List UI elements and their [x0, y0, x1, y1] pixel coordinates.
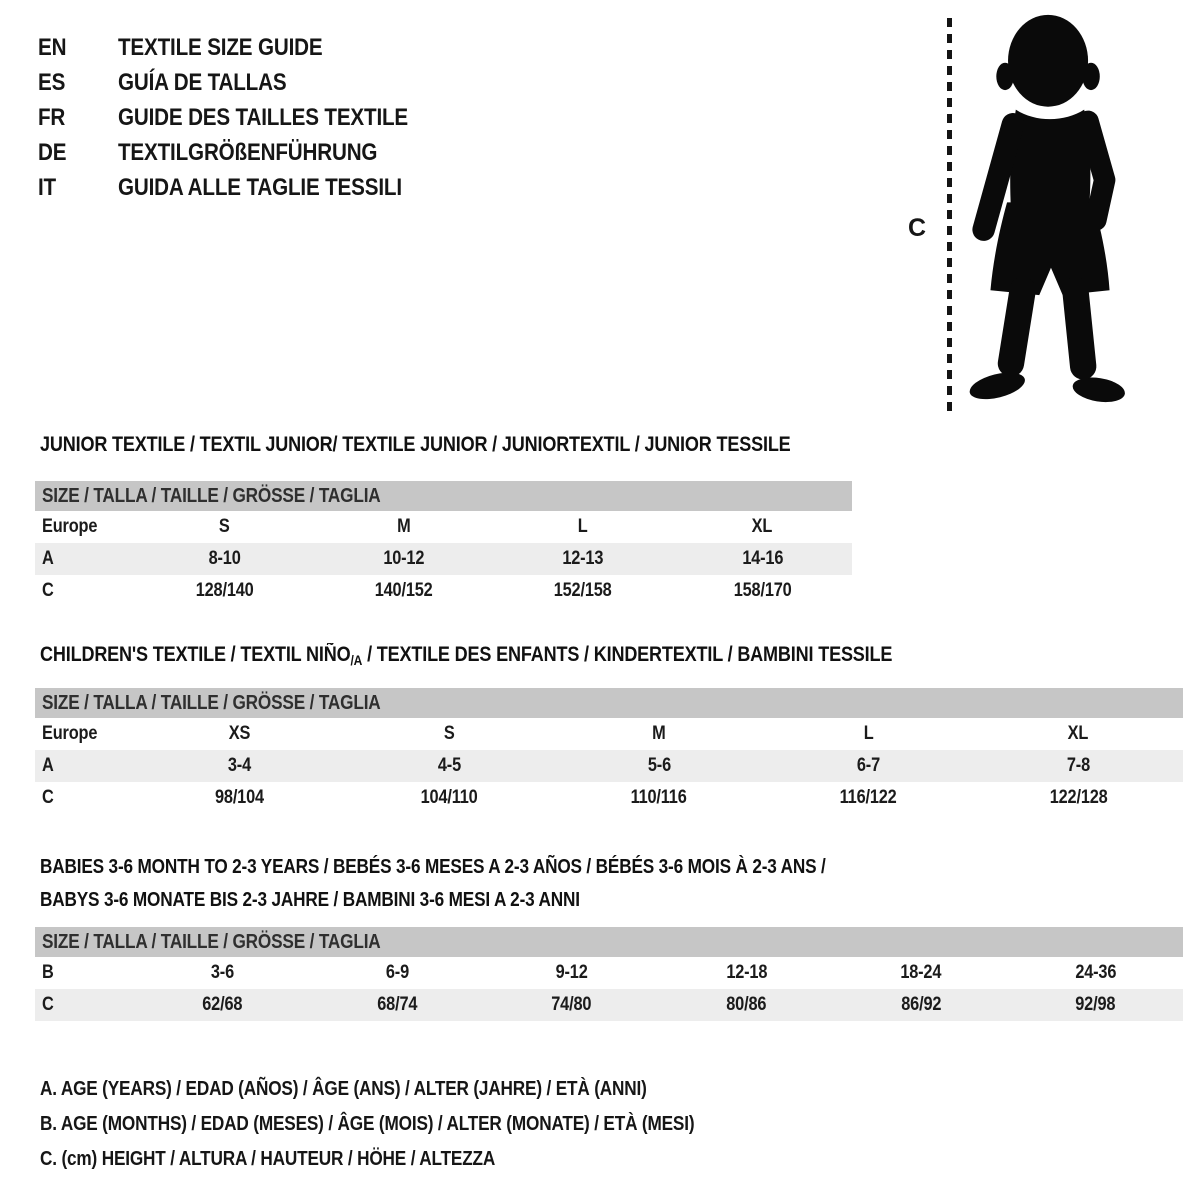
size-header-text: SIZE / TALLA / TAILLE / GRÖSSE / TAGLIA	[42, 930, 381, 953]
babies-section-title	[40, 851, 954, 917]
size-header-text: SIZE / TALLA / TAILLE / GRÖSSE / TAGLIA	[42, 484, 381, 507]
table-cell: 128/140	[195, 580, 254, 601]
table-cell: S	[444, 723, 455, 744]
table-row-height	[35, 575, 852, 607]
size-header-bar	[35, 481, 852, 511]
row-label: C	[42, 787, 54, 808]
size-header-bar	[35, 927, 1183, 957]
legend-line-age-years: A. AGE (YEARS) / EDAD (AÑOS) / ÂGE (ANS) / ALTER (JAHRE) / ETÀ (ANNI)	[40, 1078, 647, 1100]
language-code: ES	[38, 68, 66, 96]
table-cell: 7-8	[1066, 755, 1090, 776]
babies-title-line1: BABIES 3-6 MONTH TO 2-3 YEARS / BEBÉS 3-6 MESES A 2-3 AÑOS / BÉBÉS 3-6 MOIS À 2-3 ANS /	[40, 856, 826, 878]
table-cell: 86/92	[901, 994, 942, 1015]
table-cell: L	[863, 723, 874, 744]
language-row-es	[38, 65, 455, 100]
row-label: Europe	[42, 516, 98, 537]
language-code: IT	[38, 173, 57, 201]
toddler-silhouette-icon	[960, 12, 1140, 422]
legend-line-height-cm: C. (cm) HEIGHT / ALTURA / HAUTEUR / HÖHE / ALTEZZA	[40, 1148, 496, 1170]
table-row-height	[35, 989, 1183, 1021]
table-cell: 158/170	[733, 580, 792, 601]
language-code: DE	[38, 138, 67, 166]
language-row-en	[38, 30, 455, 65]
table-cell: 5-6	[647, 755, 671, 776]
language-title-list	[38, 30, 455, 205]
table-cell: 14-16	[741, 548, 783, 569]
table-cell: 3-4	[228, 755, 252, 776]
table-cell: 62/68	[202, 994, 243, 1015]
table-cell: 9-12	[555, 962, 588, 983]
size-header-bar	[35, 688, 1183, 718]
table-row-europe	[35, 718, 1183, 750]
babies-size-table	[35, 927, 1183, 1021]
table-cell: 24-36	[1075, 962, 1117, 983]
table-cell: L	[578, 516, 589, 537]
table-cell: XS	[229, 723, 251, 744]
table-cell: 152/158	[554, 580, 613, 601]
row-label: B	[42, 962, 54, 983]
junior-section-title-text: JUNIOR TEXTILE / TEXTIL JUNIOR/ TEXTILE JUNIOR / JUNIORTEXTIL / JUNIOR TESSILE	[40, 433, 791, 456]
table-cell: 122/128	[1049, 787, 1108, 808]
table-cell: 98/104	[215, 787, 265, 808]
size-header-text: SIZE / TALLA / TAILLE / GRÖSSE / TAGLIA	[42, 691, 381, 714]
language-row-fr	[38, 100, 455, 135]
row-label: C	[42, 580, 54, 601]
table-cell: S	[219, 516, 230, 537]
language-title: GUIDE DES TAILLES TEXTILE	[118, 103, 409, 131]
babies-title-line2: BABYS 3-6 MONATE BIS 2-3 JAHRE / BAMBINI 3-6 MESI A 2-3 ANNI	[40, 889, 580, 911]
table-cell: 12-13	[562, 548, 604, 569]
language-code: EN	[38, 33, 67, 61]
figure-measure-label: C	[908, 214, 927, 242]
junior-section-title	[40, 433, 913, 457]
table-cell: 80/86	[726, 994, 767, 1015]
language-title: TEXTILGRÖßENFÜHRUNG	[118, 138, 378, 166]
children-size-table	[35, 688, 1183, 814]
height-measure-line	[947, 18, 952, 416]
table-cell: 18-24	[900, 962, 942, 983]
table-cell: 8-10	[208, 548, 241, 569]
language-row-it	[38, 170, 455, 205]
row-label: A	[42, 548, 54, 569]
row-label: A	[42, 755, 54, 776]
table-cell: 10-12	[383, 548, 425, 569]
language-title: GUIDA ALLE TAGLIE TESSILI	[118, 173, 402, 201]
table-cell: 68/74	[376, 994, 418, 1015]
table-cell: 116/122	[840, 787, 898, 808]
table-cell: XL	[1067, 723, 1089, 744]
children-title-subscript: /A	[350, 652, 363, 668]
table-cell: 110/116	[630, 787, 688, 808]
children-section-title-text: CHILDREN'S TEXTILE / TEXTIL $NIÑO_{/A}$ / TEXTILE DES ENFANTS / KINDERTEXTIL / BAMBINI TESSILE	[40, 643, 893, 668]
table-row-europe	[35, 511, 852, 543]
table-cell: 6-7	[857, 755, 881, 776]
table-cell: 140/152	[374, 580, 433, 601]
table-cell: 74/80	[551, 994, 592, 1015]
legend-line-age-months: B. AGE (MONTHS) / EDAD (MESES) / ÂGE (MOIS) / ALTER (MONATE) / ETÀ (MESI)	[40, 1113, 695, 1135]
table-row-months	[35, 957, 1183, 989]
table-cell: 92/98	[1075, 994, 1116, 1015]
language-code: FR	[38, 103, 66, 131]
row-label: Europe	[42, 723, 98, 744]
table-cell: 4-5	[437, 755, 461, 776]
table-cell: XL	[752, 516, 773, 537]
table-cell: M	[397, 516, 411, 537]
language-title: GUÍA DE TALLAS	[118, 68, 287, 96]
table-cell: M	[652, 723, 666, 744]
children-section-title	[40, 643, 1031, 668]
table-cell: 3-6	[210, 962, 234, 983]
table-cell: 12-18	[725, 962, 767, 983]
row-label: C	[42, 994, 54, 1015]
junior-size-table	[35, 481, 852, 607]
table-row-age	[35, 750, 1183, 782]
table-row-age	[35, 543, 852, 575]
legend	[40, 1072, 801, 1177]
language-title: TEXTILE SIZE GUIDE	[118, 33, 323, 61]
table-cell: 104/110	[420, 787, 478, 808]
table-cell: 6-9	[385, 962, 409, 983]
language-row-de	[38, 135, 455, 170]
table-row-height	[35, 782, 1183, 814]
